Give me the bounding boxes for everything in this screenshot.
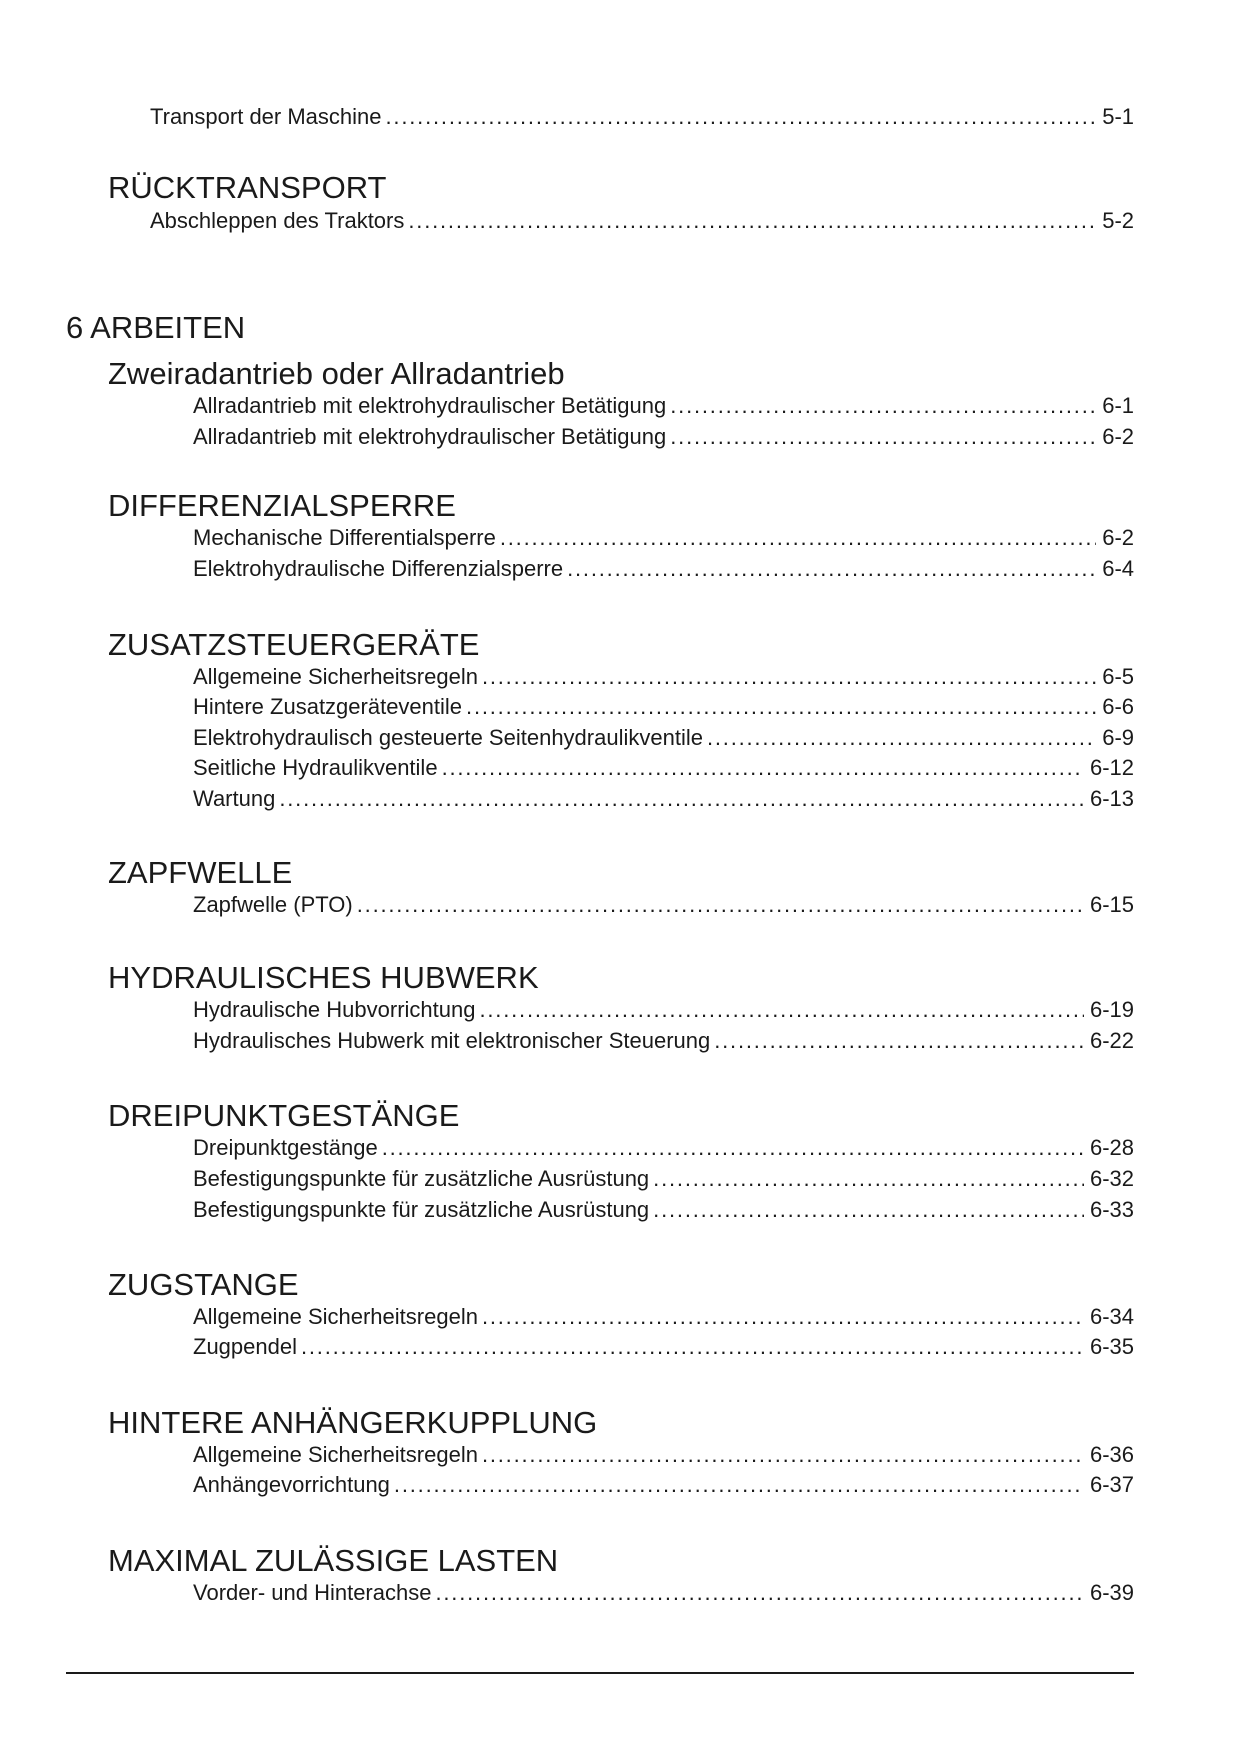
toc-entry[interactable] bbox=[193, 661, 1134, 692]
toc-entry-page: 6-2 bbox=[1102, 525, 1134, 550]
toc-entry[interactable] bbox=[193, 1331, 1134, 1362]
toc-entry-title: Befestigungspunkte für zusätzliche Ausrüstung bbox=[193, 1166, 650, 1191]
toc-entry-title: Hydraulisches Hubwerk mit elektronischer Steuerung bbox=[193, 1028, 711, 1053]
toc-entry[interactable] bbox=[193, 994, 1134, 1025]
toc-entry-title: Hintere Zusatzgeräteventile bbox=[193, 694, 463, 719]
toc-entry-page: 6-13 bbox=[1089, 786, 1134, 811]
toc-entry-title: Transport der Maschine bbox=[150, 104, 382, 129]
toc-entry[interactable] bbox=[193, 1301, 1134, 1332]
toc-entry[interactable] bbox=[193, 691, 1134, 722]
toc-entry-page: 6-22 bbox=[1089, 1028, 1134, 1053]
toc-entry[interactable] bbox=[193, 752, 1134, 783]
toc-entry-title: Zugpendel bbox=[193, 1334, 297, 1359]
section-heading: Zweiradantrieb oder Allradantrieb bbox=[108, 356, 565, 391]
dot-leader bbox=[707, 722, 1096, 753]
dot-leader bbox=[435, 1577, 1083, 1608]
dot-leader bbox=[479, 994, 1083, 1025]
toc-entry[interactable] bbox=[193, 1577, 1134, 1608]
toc-entry[interactable] bbox=[193, 783, 1134, 814]
toc-entry[interactable] bbox=[193, 390, 1134, 421]
toc-entry-page: 6-12 bbox=[1089, 755, 1134, 780]
toc-entry-page: 6-6 bbox=[1102, 694, 1134, 719]
toc-entry[interactable] bbox=[150, 101, 1134, 132]
dot-leader bbox=[567, 553, 1096, 584]
section-heading: RÜCKTRANSPORT bbox=[108, 170, 387, 205]
dot-leader bbox=[442, 752, 1084, 783]
section-heading: ZUSATZSTEUERGERÄTE bbox=[108, 627, 480, 662]
toc-entry-page: 6-36 bbox=[1089, 1442, 1134, 1467]
chapter-heading: 6 ARBEITEN bbox=[66, 310, 246, 345]
toc-entry[interactable] bbox=[193, 1132, 1134, 1163]
toc-entry[interactable] bbox=[193, 421, 1134, 452]
toc-entry-page: 6-2 bbox=[1102, 424, 1134, 449]
dot-leader bbox=[357, 889, 1084, 920]
toc-entry[interactable] bbox=[193, 522, 1134, 553]
toc-entry-title: Hydraulische Hubvorrichtung bbox=[193, 997, 476, 1022]
section-heading: DREIPUNKTGESTÄNGE bbox=[108, 1098, 460, 1133]
dot-leader bbox=[670, 390, 1096, 421]
dot-leader bbox=[500, 522, 1096, 553]
dot-leader bbox=[382, 1132, 1084, 1163]
toc-entry[interactable] bbox=[193, 553, 1134, 584]
toc-entry-title: Allgemeine Sicherheitsregeln bbox=[193, 664, 478, 689]
toc-entry-title: Allgemeine Sicherheitsregeln bbox=[193, 1304, 478, 1329]
toc-entry-page: 5-2 bbox=[1102, 208, 1134, 233]
toc-entry-title: Befestigungspunkte für zusätzliche Ausrüstung bbox=[193, 1197, 650, 1222]
toc-entry[interactable] bbox=[193, 1163, 1134, 1194]
toc-entry-title: Zapfwelle (PTO) bbox=[193, 892, 353, 917]
toc-entry[interactable] bbox=[193, 722, 1134, 753]
dot-leader bbox=[653, 1194, 1084, 1225]
dot-leader bbox=[653, 1163, 1084, 1194]
toc-entry-page: 6-33 bbox=[1089, 1197, 1134, 1222]
toc-entry[interactable] bbox=[193, 1469, 1134, 1500]
toc-entry-page: 6-34 bbox=[1089, 1304, 1134, 1329]
toc-entry-page: 6-4 bbox=[1102, 556, 1134, 581]
bottom-rule bbox=[66, 1672, 1134, 1674]
toc-entry[interactable] bbox=[193, 889, 1134, 920]
dot-leader bbox=[466, 691, 1096, 722]
toc-entry[interactable] bbox=[193, 1439, 1134, 1470]
toc-entry-title: Dreipunktgestänge bbox=[193, 1135, 378, 1160]
toc-entry-page: 6-35 bbox=[1089, 1334, 1134, 1359]
dot-leader bbox=[386, 101, 1097, 132]
toc-entry-page: 6-28 bbox=[1089, 1135, 1134, 1160]
toc-entry-title: Vorder- und Hinterachse bbox=[193, 1580, 432, 1605]
toc-entry-title: Allgemeine Sicherheitsregeln bbox=[193, 1442, 478, 1467]
toc-entry[interactable] bbox=[150, 205, 1134, 236]
toc-entry-title: Abschleppen des Traktors bbox=[150, 208, 405, 233]
toc-entry-title: Seitliche Hydraulikventile bbox=[193, 755, 438, 780]
dot-leader bbox=[482, 1301, 1084, 1332]
toc-entry-page: 6-1 bbox=[1102, 393, 1134, 418]
toc-entry-title: Allradantrieb mit elektrohydraulischer Betätigung bbox=[193, 424, 667, 449]
toc-entry[interactable] bbox=[193, 1194, 1134, 1225]
toc-entry-title: Wartung bbox=[193, 786, 276, 811]
toc-entry-page: 6-32 bbox=[1089, 1166, 1134, 1191]
toc-entry[interactable] bbox=[193, 1025, 1134, 1056]
dot-leader bbox=[482, 1439, 1084, 1470]
dot-leader bbox=[279, 783, 1084, 814]
toc-entry-page: 5-1 bbox=[1102, 104, 1134, 129]
toc-entry-page: 6-15 bbox=[1089, 892, 1134, 917]
toc-entry-page: 6-9 bbox=[1102, 725, 1134, 750]
toc-entry-page: 6-37 bbox=[1089, 1472, 1134, 1497]
toc-entry-title: Allradantrieb mit elektrohydraulischer Betätigung bbox=[193, 393, 667, 418]
section-heading: ZAPFWELLE bbox=[108, 855, 293, 890]
dot-leader bbox=[301, 1331, 1084, 1362]
section-heading: DIFFERENZIALSPERRE bbox=[108, 488, 456, 523]
toc-entry-title: Anhängevorrichtung bbox=[193, 1472, 390, 1497]
dot-leader bbox=[482, 661, 1096, 692]
dot-leader bbox=[408, 205, 1096, 236]
toc-entry-page: 6-39 bbox=[1089, 1580, 1134, 1605]
dot-leader bbox=[670, 421, 1096, 452]
section-heading: ZUGSTANGE bbox=[108, 1267, 299, 1302]
section-heading: HINTERE ANHÄNGERKUPPLUNG bbox=[108, 1405, 598, 1440]
toc-entry-title: Elektrohydraulische Differenzialsperre bbox=[193, 556, 564, 581]
section-heading: MAXIMAL ZULÄSSIGE LASTEN bbox=[108, 1543, 559, 1578]
dot-leader bbox=[714, 1025, 1084, 1056]
dot-leader bbox=[394, 1469, 1084, 1500]
section-heading: HYDRAULISCHES HUBWERK bbox=[108, 960, 539, 995]
toc-entry-page: 6-5 bbox=[1102, 664, 1134, 689]
toc-entry-page: 6-19 bbox=[1089, 997, 1134, 1022]
toc-entry-title: Elektrohydraulisch gesteuerte Seitenhydraulikventile bbox=[193, 725, 703, 750]
toc-entry-title: Mechanische Differentialsperre bbox=[193, 525, 496, 550]
